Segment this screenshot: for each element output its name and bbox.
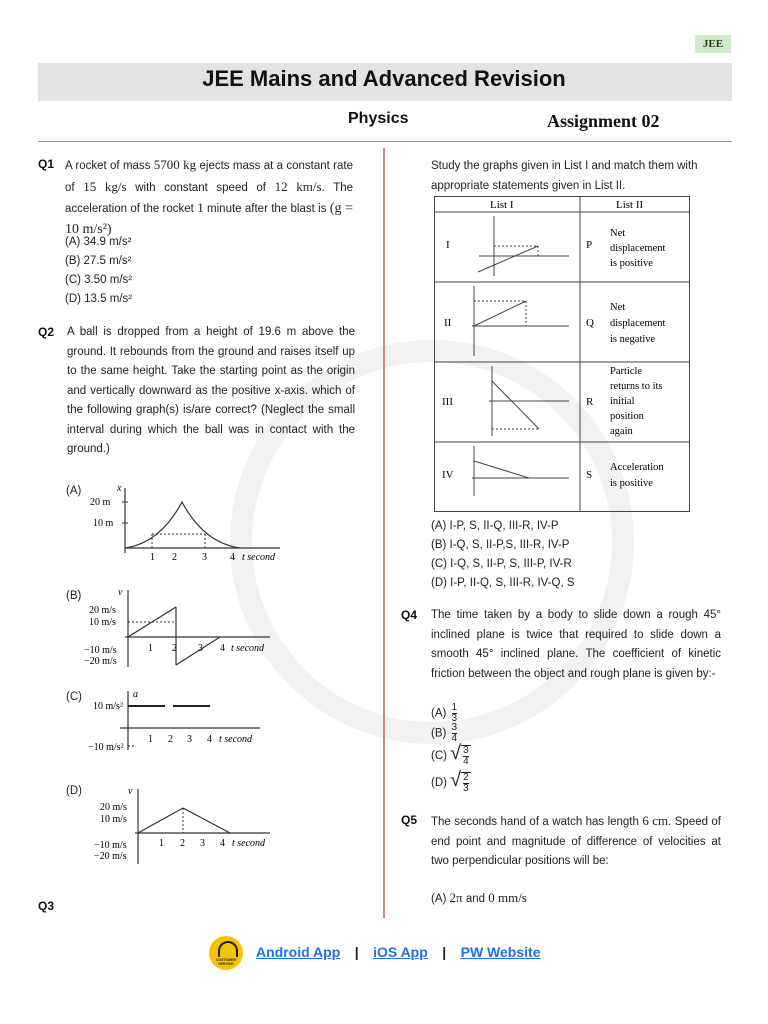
list2-header: List II <box>616 199 644 211</box>
q2-label-c[interactable]: (C) <box>66 691 82 703</box>
q1-one: 1 <box>197 200 204 215</box>
graph-c-y-label: a <box>133 689 138 700</box>
row4-letter: S <box>586 469 593 481</box>
row2-letter: Q <box>586 317 594 329</box>
q1-text <box>65 155 353 240</box>
customer-service-logo[interactable]: CUSTOMER SERVICE <box>209 936 243 970</box>
graph-d-tick-x3: 3 <box>200 838 205 849</box>
q4-option-b[interactable]: (B) $\frac{3}{4}$ <box>431 722 458 744</box>
android-app-link[interactable]: Android App <box>256 944 341 960</box>
graph-a-tick-x1: 1 <box>150 552 155 563</box>
row2-stmt-2: displacement <box>610 318 666 329</box>
list1-header: List I <box>490 199 514 211</box>
q4-text: The time taken by a body to slide down a rough 45° inclined plane is twice that required to slide down a smooth 45° inclined plane. The coefficient of kinetic friction between the object and rough plane is given by:- <box>431 609 721 680</box>
sqrt-icon: √ <box>450 769 462 791</box>
q3-option-d[interactable]: (D) I-P, II-Q, S, III-R, IV-Q, S <box>431 577 575 589</box>
sqrt-icon: √ <box>450 742 462 764</box>
graph-c-tick-x4: 4 <box>207 734 212 745</box>
graph-a-tick-y2: 10 m <box>93 518 114 529</box>
q4-option-c[interactable]: (C) √ $\frac{3}{4}$ <box>431 742 469 767</box>
q1-text-d: . The acceleration of the rocket <box>65 181 354 215</box>
footer-separator: | <box>442 944 447 960</box>
column-divider <box>383 148 385 918</box>
list1-graph-4 <box>472 446 569 496</box>
graph-a-y-label: x <box>117 483 122 494</box>
row4-stmt-1: Acceleration <box>610 462 664 473</box>
list1-graph-2 <box>472 286 569 356</box>
row3-stmt-4: position <box>610 411 644 422</box>
list1-graph-3 <box>489 366 569 436</box>
graph-d-x-unit: t second <box>232 838 266 849</box>
footer-links <box>256 944 540 962</box>
graph-c-x-unit: t second <box>219 734 253 745</box>
graph-a-tick-x3: 3 <box>202 552 207 563</box>
graph-c-tick-x1: 1 <box>148 734 153 745</box>
q3-option-c[interactable]: (C) I-Q, S, II-P, S, III-P, IV-R <box>431 558 572 570</box>
footer-separator: | <box>354 944 359 960</box>
graph-a-tick-y1: 20 m <box>90 497 111 508</box>
row1-stmt-1: Net <box>610 228 626 239</box>
header-divider <box>38 141 732 142</box>
row2-roman: II <box>444 317 452 329</box>
graph-d-tick-y1: 20 m/s <box>100 802 127 813</box>
q2-number: Q2 <box>38 325 55 339</box>
q3-options <box>431 517 575 593</box>
graph-b-x-unit: t second <box>231 643 265 654</box>
row1-letter: P <box>586 239 593 251</box>
q4-option-a[interactable]: (A) $\frac{1}{3}$ <box>431 702 458 724</box>
list1-graph-1 <box>478 216 569 276</box>
graph-c-tick-x3: 3 <box>187 734 192 745</box>
q5-text: The seconds hand of a watch has length 6 cm. Speed of end point and magnitude of difference of velocities at two perpendicular positions will be: <box>431 813 721 867</box>
q3-option-b[interactable]: (B) I-Q, S, II-P,S, III-R, IV-P <box>431 539 570 551</box>
q1-speed: 12 km/s <box>274 178 322 194</box>
graph-b-tick-x3: 3 <box>198 643 203 654</box>
q2-label-a[interactable]: (A) <box>66 485 82 497</box>
q4-option-d[interactable]: (D) √ $\frac{2}{3}$ <box>431 769 469 794</box>
graph-b-tick-y4: −20 m/s <box>84 656 117 667</box>
graph-d-tick-y3: −10 m/s <box>94 840 127 851</box>
row4-stmt-2: is positive <box>610 478 653 489</box>
q1-text-b: ejects mass at a constant rate of <box>65 160 353 194</box>
headset-icon <box>218 941 238 957</box>
q1-text-e: minute after the blast is <box>207 203 327 215</box>
exam-badge: JEE <box>695 35 731 53</box>
graph-c-tick-x2: 2 <box>168 734 173 745</box>
q5-number: Q5 <box>401 813 418 827</box>
q5-length: 6 cm <box>642 813 669 828</box>
q2-label-d[interactable]: (D) <box>66 785 82 797</box>
graph-d-y-label: v <box>128 786 133 797</box>
q1-number: Q1 <box>38 157 55 171</box>
graph-a-x-unit: t second <box>242 552 276 563</box>
graph-d-tick-x4: 4 <box>220 838 225 849</box>
graph-a-tick-x4: 4 <box>230 552 235 563</box>
q5-option-a[interactable]: (A) 2π and 0 mm/s <box>431 890 527 905</box>
q2-text: A ball is dropped from a height of 19.6 m above the ground. It rebounds from the ground and raises itself up to the same height. Take the starting point as the origin and vertically downward as the positive x-axis. which of the following graph(s) is/are correct? (Neglect the small interval during which the ball was in contact with the ground.) <box>67 326 355 455</box>
q3-match-table <box>434 196 690 512</box>
q2-graph-d <box>80 786 300 866</box>
graph-b-tick-x1: 1 <box>148 643 153 654</box>
q3-number: Q3 <box>38 899 55 913</box>
q2-label-b[interactable]: (B) <box>66 590 82 602</box>
q3-option-a[interactable]: (A) I-P, S, II-Q, III-R, IV-P <box>431 520 559 532</box>
row3-stmt-2: returns to its <box>610 381 663 392</box>
graph-d-tick-x1: 1 <box>159 838 164 849</box>
graph-d-tick-y4: −20 m/s <box>94 851 127 862</box>
graph-b-tick-x2: 2 <box>172 643 177 654</box>
ios-app-link[interactable]: iOS App <box>373 944 428 960</box>
graph-a-tick-x2: 2 <box>172 552 177 563</box>
q2-graph-b <box>80 585 300 670</box>
row1-roman: I <box>446 239 450 251</box>
row2-stmt-3: is negative <box>610 334 656 345</box>
q1-option-a[interactable]: (A) 34.9 m/s² <box>65 236 132 248</box>
q1-option-b[interactable]: (B) 27.5 m/s² <box>65 255 132 267</box>
page-title: JEE Mains and Advanced Revision <box>202 66 566 91</box>
graph-c-tick-y1: 10 m/s² <box>93 701 123 712</box>
q2-graph-c <box>80 688 300 753</box>
row1-stmt-2: displacement <box>610 243 666 254</box>
row3-letter: R <box>586 396 594 408</box>
row3-stmt-3: initial <box>610 396 635 407</box>
q1-mass: 5700 kg <box>153 157 197 172</box>
row3-stmt-1: Particle <box>610 366 643 377</box>
graph-d-tick-x2: 2 <box>180 838 185 849</box>
q1-option-d[interactable]: (D) 13.5 m/s² <box>65 293 133 305</box>
q3-intro: Study the graphs given in List I and match them with appropriate statements given in List II. <box>431 160 698 192</box>
graph-b-tick-y1: 20 m/s <box>89 605 116 616</box>
q1-option-c[interactable]: (C) 3.50 m/s² <box>65 274 133 286</box>
q1-options <box>65 233 132 309</box>
graph-b-tick-x4: 4 <box>220 643 225 654</box>
pw-website-link[interactable]: PW Website <box>460 944 541 960</box>
graph-c-tick-y2: −10 m/s² <box>88 742 124 753</box>
graph-b-tick-y2: 10 m/s <box>89 617 116 628</box>
assignment-label: Assignment 02 <box>547 111 660 131</box>
graph-d-tick-y2: 10 m/s <box>100 814 127 825</box>
graph-b-y-label: v <box>118 587 123 598</box>
row1-stmt-3: is positive <box>610 258 653 269</box>
q1-gravity: (g = 10 m/s²) <box>65 201 353 237</box>
row4-roman: IV <box>442 469 454 481</box>
q1-text-a: A rocket of mass <box>65 160 151 172</box>
graph-b-tick-y3: −10 m/s <box>84 645 117 656</box>
q1-text-c: with constant speed of <box>135 181 266 194</box>
subject-label: Physics <box>348 110 409 127</box>
graph-a-curve <box>125 502 240 548</box>
row2-stmt-1: Net <box>610 302 626 313</box>
row3-stmt-5: again <box>610 426 633 437</box>
q1-rate: 15 kg/s <box>83 178 127 194</box>
row3-roman: III <box>442 396 453 408</box>
q2-graph-a <box>90 483 300 563</box>
q4-number: Q4 <box>401 608 418 622</box>
